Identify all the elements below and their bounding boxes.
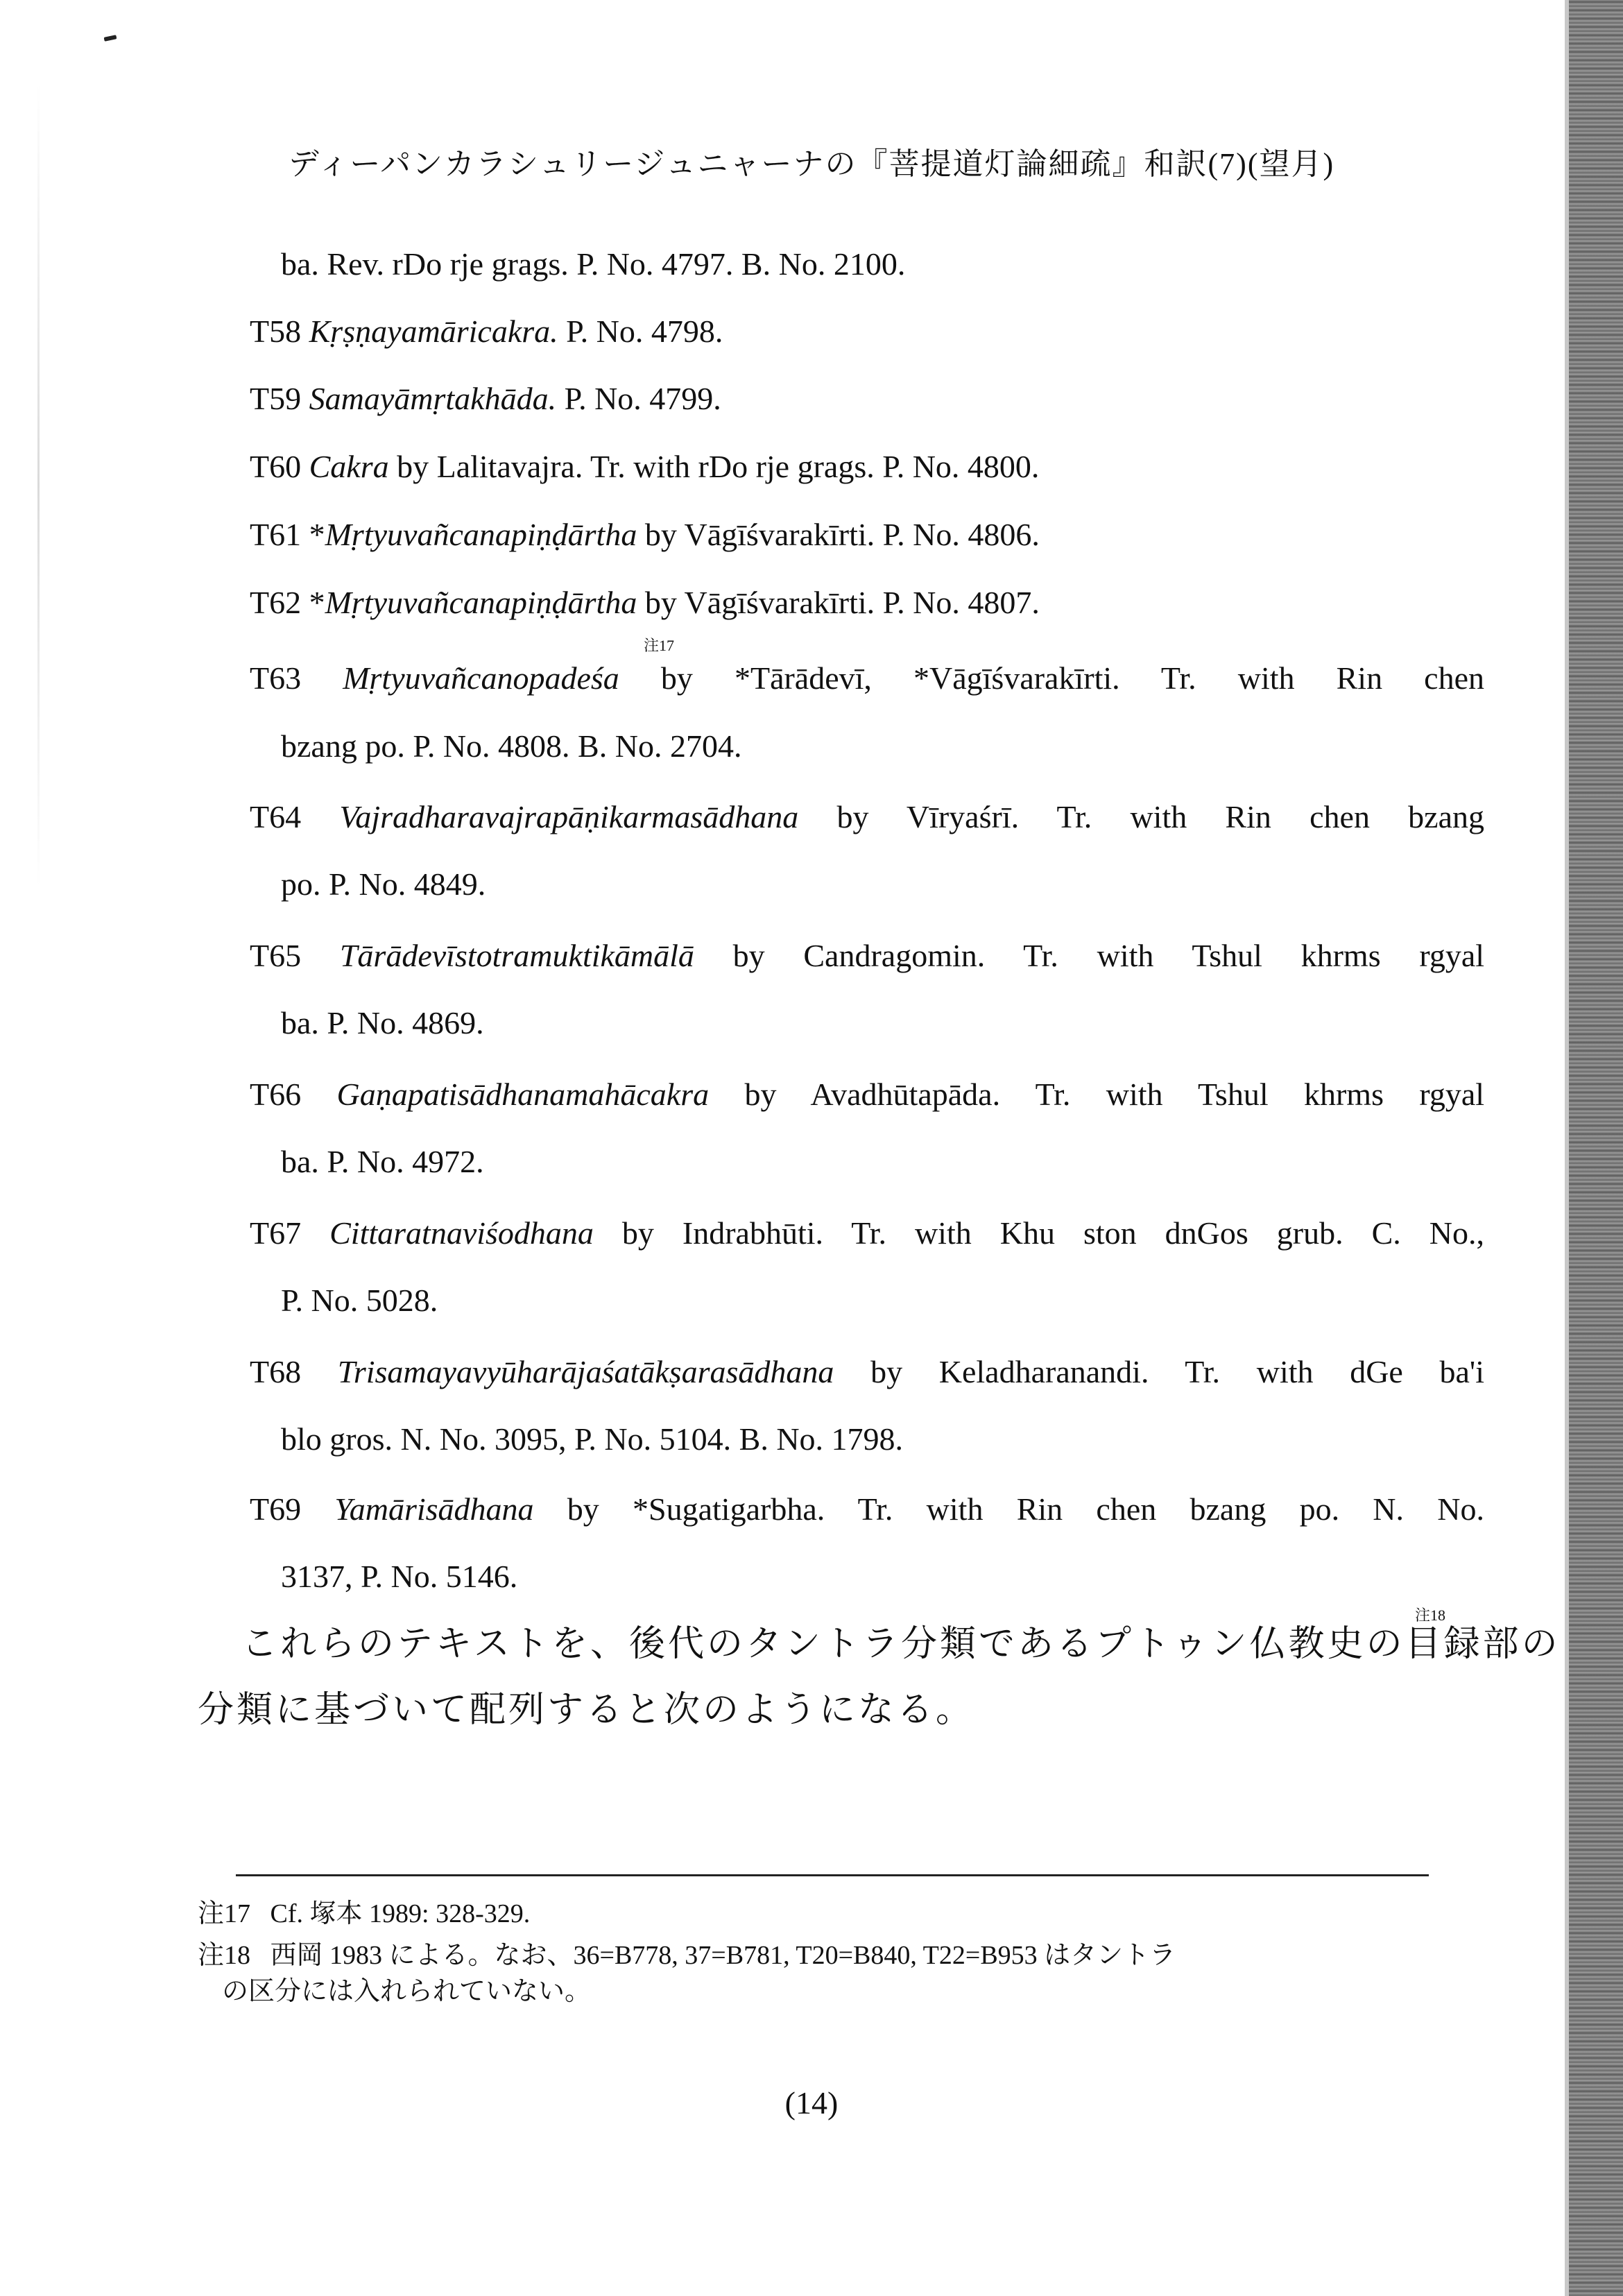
entry-rest: P. No. 4799. [564, 381, 721, 416]
entry-t60 [250, 451, 1039, 483]
footnote-label: 注18 [198, 1941, 251, 1970]
entry-rest: by *Sugatigarbha. Tr. with Rin chen bzang po. N. No. [567, 1491, 1484, 1527]
scan-edge-border [1565, 0, 1569, 2296]
footnote-marker-17: 注17 [644, 637, 675, 654]
entry-id: T58 [250, 314, 302, 349]
entry-rest: by Vīryaśrī. Tr. with Rin chen bzang [836, 799, 1484, 834]
entry-rest: by Keladharanandi. Tr. with dGe ba'i [870, 1354, 1484, 1389]
footnote-18 [198, 1942, 1176, 1969]
entry-t64-line2: po. P. No. 4849. [281, 866, 486, 902]
footnote-18-line2: の区分には入れられていない。 [222, 1977, 592, 2006]
footnote-text: 西岡 1983 による。なお、36=B778, 37=B781, T20=B840, T22=B953 はタントラ [270, 1941, 1176, 1970]
entry-t69-line2: 3137, P. No. 5146. [281, 1559, 518, 1594]
entry-prefix: * [309, 517, 325, 552]
scan-speck [104, 35, 117, 42]
entry-t61 [250, 519, 1040, 551]
entry-id: T68 [250, 1354, 302, 1389]
entry-title: Mṛtyuvañcanopadeśa [343, 660, 619, 696]
footnote-rule [236, 1874, 1429, 1876]
entry-rest: by Avadhūtapāda. Tr. with Tshul khrms rgyal [744, 1077, 1485, 1112]
entry-rest: by Lalitavajra. Tr. with rDo rje grags. P. No. 4800. [397, 449, 1040, 484]
entry-title: Gaṇapatisādhanamahācakra [336, 1077, 710, 1112]
entry-id: T62 [250, 585, 302, 620]
entry-rest: by Vāgīśvarakīrti. P. No. 4806. [644, 517, 1040, 552]
page-number: (14) [784, 2085, 839, 2121]
entry-t65 [250, 940, 1484, 972]
paragraph-line-1: これらのテキストを、後代のタントラ分類であるプトゥン仏教史の目録部の [241, 1625, 1561, 1664]
entry-title: Cakra [309, 449, 389, 484]
entry-title: Kṛṣṇayamāricakra. [309, 314, 558, 349]
entry-prefix: * [309, 585, 325, 620]
entry-t67 [250, 1217, 1484, 1249]
footnote-text: Cf. 塚本 1989: 328-329. [270, 1899, 531, 1928]
entry-t63-line2: bzang po. P. No. 4808. B. No. 2704. [281, 728, 742, 764]
entry-title: Yamārisādhana [334, 1491, 534, 1527]
entry-title: Vajradharavajrapāṇikarmasādhana [339, 799, 799, 834]
entry-id: T61 [250, 517, 302, 552]
entry-id: T66 [250, 1077, 302, 1112]
entry-title: Trisamayavyūharājaśatākṣarasādhana [337, 1354, 834, 1389]
entry-continuation: ba. Rev. rDo rje grags. P. No. 4797. B. No. 2100. [281, 246, 906, 282]
entry-id: T63 [250, 660, 302, 696]
entry-t64 [250, 801, 1484, 833]
entry-t65-line2: ba. P. No. 4869. [281, 1005, 484, 1040]
entry-t68 [250, 1356, 1484, 1388]
entry-title: Cittaratnaviśodhana [329, 1215, 594, 1251]
entry-rest: P. No. 4798. [566, 314, 723, 349]
entry-t66-line2: ba. P. No. 4972. [281, 1144, 484, 1179]
entry-t67-line2: P. No. 5028. [281, 1283, 438, 1318]
entry-t63 [250, 662, 1484, 694]
entry-t58 [250, 316, 723, 348]
entry-id: T60 [250, 449, 302, 484]
entry-id: T65 [250, 938, 302, 973]
entry-rest: by *Tārādevī, *Vāgīśvarakīrti. Tr. with Rin chen [660, 660, 1484, 696]
entry-t66 [250, 1079, 1484, 1111]
entry-rest: by Candragomin. Tr. with Tshul khrms rgyal [732, 938, 1485, 973]
running-head: ディーパンカラシュリージュニャーナの『菩提道灯論細疏』和訳(7)(望月) [288, 147, 1335, 181]
entry-t68-line2: blo gros. N. No. 3095, P. No. 5104. B. No. 1798. [281, 1421, 904, 1457]
entry-title: Mṛtyuvañcanapiṇḍārtha [325, 585, 637, 620]
binding-shadow [37, 83, 40, 888]
entry-t69 [250, 1493, 1484, 1525]
scan-edge-shadow [1569, 0, 1623, 2296]
entry-id: T69 [250, 1491, 302, 1527]
entry-title: Samayāmṛtakhāda. [309, 381, 557, 416]
entry-t59 [250, 383, 721, 415]
entry-id: T64 [250, 799, 302, 834]
footnote-17 [198, 1901, 530, 1927]
entry-rest: by Indrabhūti. Tr. with Khu ston dnGos grub. C. No., [621, 1215, 1484, 1251]
paragraph-line-2: 分類に基づいて配列すると次のようになる。 [198, 1690, 975, 1730]
entry-title: Tārādevīstotramuktikāmālā [339, 938, 694, 973]
entry-rest: by Vāgīśvarakīrti. P. No. 4807. [644, 585, 1040, 620]
entry-title: Mṛtyuvañcanapiṇḍārtha [325, 517, 637, 552]
entry-t62 [250, 587, 1040, 619]
entry-id: T59 [250, 381, 302, 416]
footnote-label: 注17 [198, 1899, 251, 1928]
footnote-marker-18: 注18 [1415, 1607, 1446, 1624]
entry-id: T67 [250, 1215, 302, 1251]
